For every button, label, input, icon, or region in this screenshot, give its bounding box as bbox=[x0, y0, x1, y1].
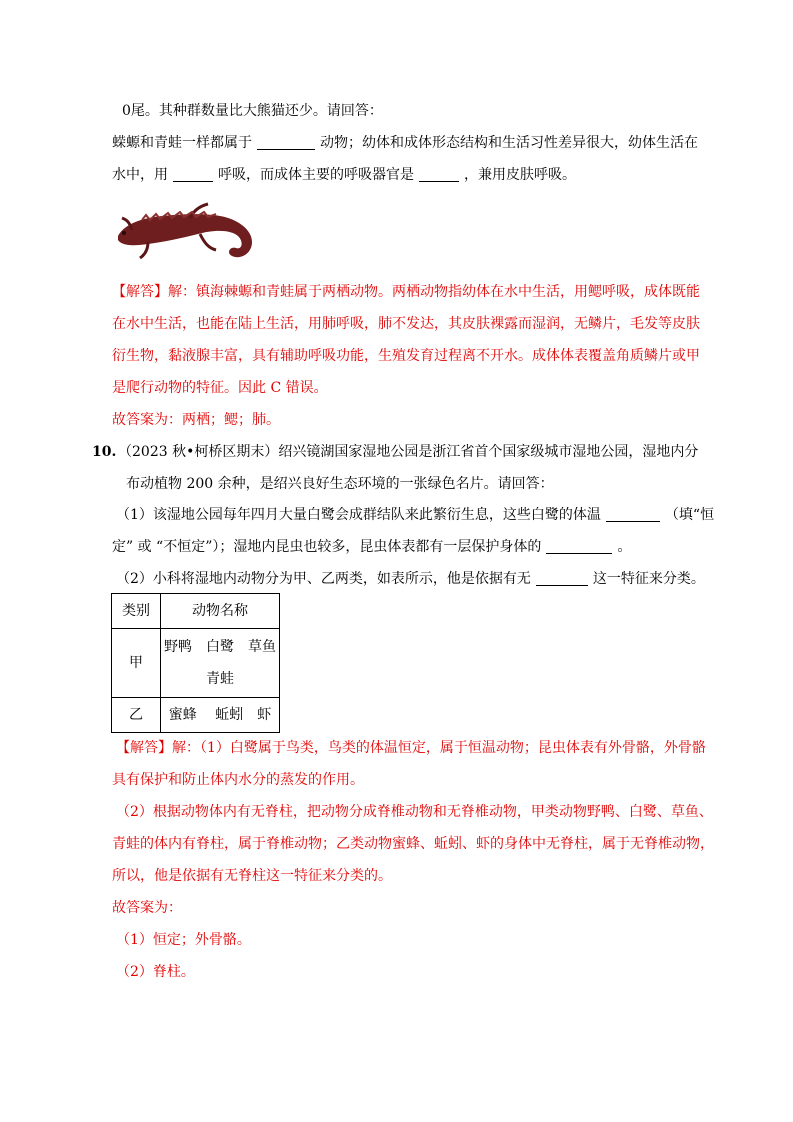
answer-line: （2）根据动物体内有无脊柱，把动物分成脊椎动物和无脊椎动物，甲类动物野鸭、白鹭、草鱼、 bbox=[116, 804, 713, 820]
header-names: 动物名称 bbox=[161, 594, 280, 629]
answer-line: 【解答】解：镇海棘螈和青蛙属于两栖动物。两栖动物指幼体在水中生活，用鳃呼吸，成体既能 bbox=[112, 284, 700, 300]
answer-blank bbox=[606, 507, 660, 522]
answer-final-label: 故答案为： bbox=[112, 900, 182, 916]
header-category: 类别 bbox=[112, 594, 161, 629]
answer-blank bbox=[257, 135, 315, 150]
question-text: 。 bbox=[617, 539, 632, 555]
answer-blank bbox=[536, 571, 588, 586]
row-names-line: 野鸭 白鹭 草鱼 bbox=[164, 639, 276, 655]
question-text: 水中，用 bbox=[112, 167, 168, 183]
answer-final: （2）脊柱。 bbox=[116, 964, 195, 980]
table-row bbox=[112, 698, 280, 733]
answer-line: 是爬行动物的特征。因此 C 错误。 bbox=[112, 380, 328, 396]
answer-final: 故答案为：两栖；鳃；肺。 bbox=[112, 412, 280, 428]
question-text: ，兼用皮肤呼吸。 bbox=[464, 167, 576, 183]
subquestion-1 bbox=[116, 505, 714, 525]
table-header-row bbox=[112, 594, 280, 629]
answer-line: 所以，他是依据有无脊柱这一特征来分类的。 bbox=[112, 868, 392, 884]
row-names: 蜜蜂 蚯蚓 虾 bbox=[161, 698, 280, 733]
classification-table bbox=[111, 593, 280, 733]
answer-line: 衍生物，黏液腺丰富，具有辅助呼吸功能，生殖发育过程离不开水。成体体表覆盖角质鳞片或甲 bbox=[112, 348, 700, 364]
question-number: 10. bbox=[92, 444, 117, 460]
question-stem: 布动植物 200 余种，是绍兴良好生态环境的一张绿色名片。请回答： bbox=[126, 476, 554, 492]
answer-line: 具有保护和防止体内水分的蒸发的作用。 bbox=[112, 772, 364, 788]
answer-blank bbox=[419, 167, 459, 182]
question-line bbox=[112, 133, 698, 153]
question-text: （1）该湿地公园每年四月大量白鹭会成群结队来此繁衍生息，这些白鹭的体温 bbox=[116, 507, 601, 523]
answer-line: 【解答】解：（1）白鹭属于鸟类，鸟类的体温恒定，属于恒温动物；昆虫体表有外骨骼，外骨骼 bbox=[116, 740, 706, 756]
question-stem: （2023 秋•柯桥区期末）绍兴镜湖国家湿地公园是浙江省首个国家级城市湿地公园，湿地内分 bbox=[118, 444, 699, 460]
answer-blank bbox=[173, 167, 213, 182]
newt-illustration bbox=[112, 196, 260, 268]
subquestion-2 bbox=[116, 569, 705, 589]
question-text: 呼吸，而成体主要的呼吸器官是 bbox=[218, 167, 414, 183]
question-text: 定” 或 “不恒定”）；湿地内昆虫也较多，昆虫体表都有一层保护身体的 bbox=[112, 539, 542, 555]
row-category: 乙 bbox=[112, 698, 161, 733]
subquestion-1-cont bbox=[112, 537, 631, 557]
question-line bbox=[112, 165, 576, 185]
row-names bbox=[161, 629, 280, 698]
table-row bbox=[112, 629, 280, 698]
question-text: （填“恒 bbox=[664, 507, 715, 523]
answer-line: 在水中生活，也能在陆上生活，用肺呼吸，肺不发达，其皮肤裸露而湿润，无鳞片，毛发等皮肤 bbox=[112, 316, 700, 332]
question-text: 蝾螈和青蛙一样都属于 bbox=[112, 135, 252, 151]
question-text: 动物；幼体和成体形态结构和生活习性差异很大，幼体生活在 bbox=[320, 135, 698, 151]
row-names-line: 青蛙 bbox=[206, 671, 234, 687]
question-text: 这一特征来分类。 bbox=[592, 571, 705, 587]
answer-blank bbox=[546, 539, 612, 554]
answer-final: （1）恒定；外骨骼。 bbox=[116, 932, 251, 948]
intro-line: 0尾。其种群数量比大熊猫还少。请回答： bbox=[122, 103, 383, 119]
row-category: 甲 bbox=[112, 629, 161, 698]
answer-line: 青蛙的体内有脊柱，属于脊椎动物；乙类动物蜜蜂、蚯蚓、虾的身体中无脊柱，属于无脊椎动物， bbox=[112, 836, 714, 852]
question-text: （2）小科将湿地内动物分为甲、乙两类，如表所示，他是依据有无 bbox=[116, 571, 531, 587]
